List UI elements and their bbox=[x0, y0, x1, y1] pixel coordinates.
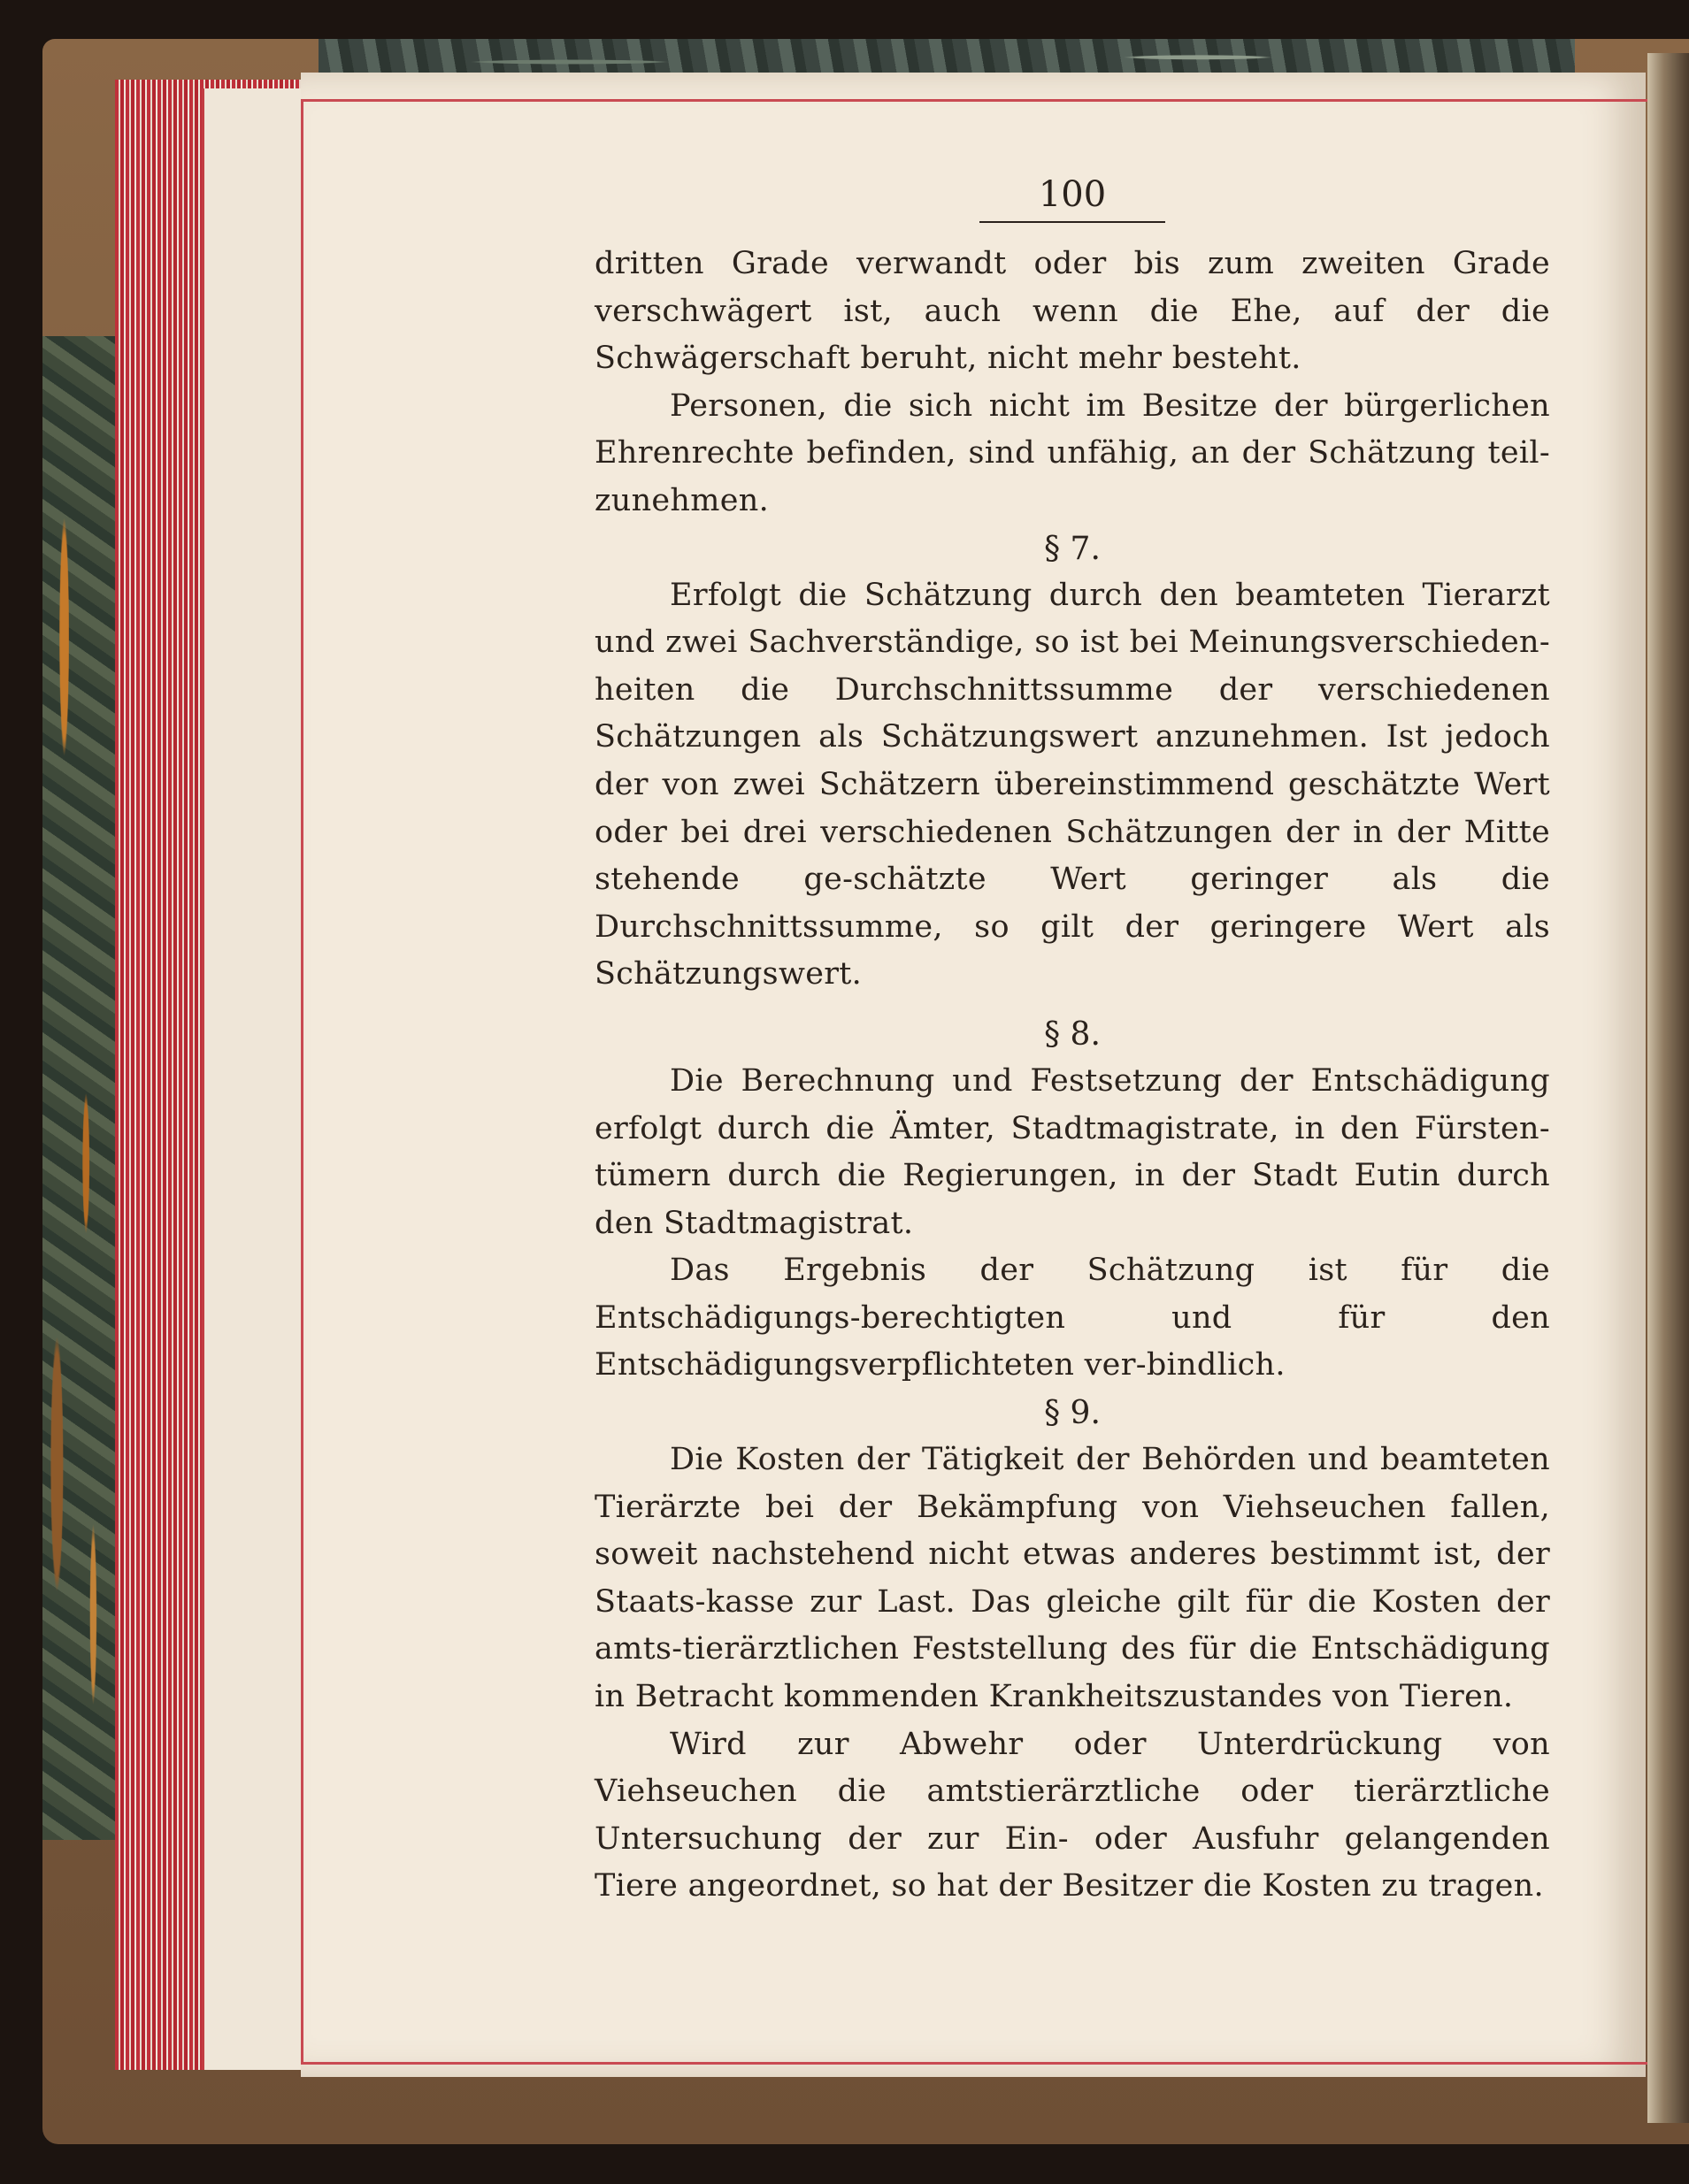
section-8-text-2: Das Ergebnis der Schätzung ist für die Entschädigungs-berechtigten und für den Entschädigungsverpflichteten ver-bindlich. bbox=[595, 1253, 1550, 1383]
marbled-cover-left bbox=[42, 336, 115, 1840]
section-9-text-1: Die Kosten der Tätigkeit der Behörden und beamteten Tierärzte bei der Bekämpfung von Viehseuchen fallen, soweit nachstehend nicht etwas anderes bestimmt ist, der Staats-kasse zur Last. Das gleiche gilt für die Kosten der amts-tierärztlichen Feststellung des für die Entschädigung in Betracht kommenden Krankheitszustandes von Tieren. bbox=[595, 1442, 1550, 1715]
page-number-rule bbox=[979, 221, 1165, 223]
paragraph-continuation: dritten Grade verwandt oder bis zum zweiten Grade verschwägert ist, auch wenn die Ehe, auf der die Schwägerschaft beruht, nicht mehr besteht. bbox=[595, 246, 1550, 377]
section-heading-9: § 9. bbox=[1044, 1395, 1101, 1432]
section-heading-7: § 7. bbox=[1044, 530, 1101, 567]
page-text bbox=[595, 174, 1550, 1911]
book-gutter bbox=[1647, 53, 1689, 2123]
spacer bbox=[595, 999, 1550, 1011]
section-8-text-1: Die Berechnung und Festsetzung der Entschädigung erfolgt durch die Ämter, Stadtmagistrate, in den Fürsten-tümern durch die Regierungen, in der Stadt Eutin durch den Stadtmagistrat. bbox=[595, 1062, 1550, 1241]
paragraph-ehrenrechte: Personen, die sich nicht im Besitze der bürgerlichen Ehrenrechte befinden, sind unfähig, an der Schätzung teil-zunehmen. bbox=[595, 387, 1550, 518]
page-edge-strip bbox=[202, 88, 304, 2070]
page-number: 100 bbox=[1038, 174, 1107, 215]
section-9-text-2: Wird zur Abwehr oder Unterdrückung von Viehseuchen die amtstierärztliche oder tierärztliche Untersuchung der zur Ein- oder Ausfuhr gelangenden Tiere angeordnet, so hat der Besitzer die Kosten zu tragen. bbox=[595, 1726, 1550, 1904]
section-7-text: Erfolgt die Schätzung durch den beamteten Tierarzt und zwei Sachverständige, so ist bei Meinungsverschieden-heiten die Durchschnittssumme der verschiedenen Schätzungen als Schätzungswert anzunehmen. Ist jedoch der von zwei Schätzern übereinstimmend geschätzte Wert oder bei drei verschiedenen Schätzungen der in der Mitte stehende ge-schätzte Wert geringer als die Durchschnittssumme, so gilt der geringere Wert als Schätzungswert. bbox=[595, 577, 1550, 992]
section-heading-8: § 8. bbox=[1044, 1015, 1101, 1053]
